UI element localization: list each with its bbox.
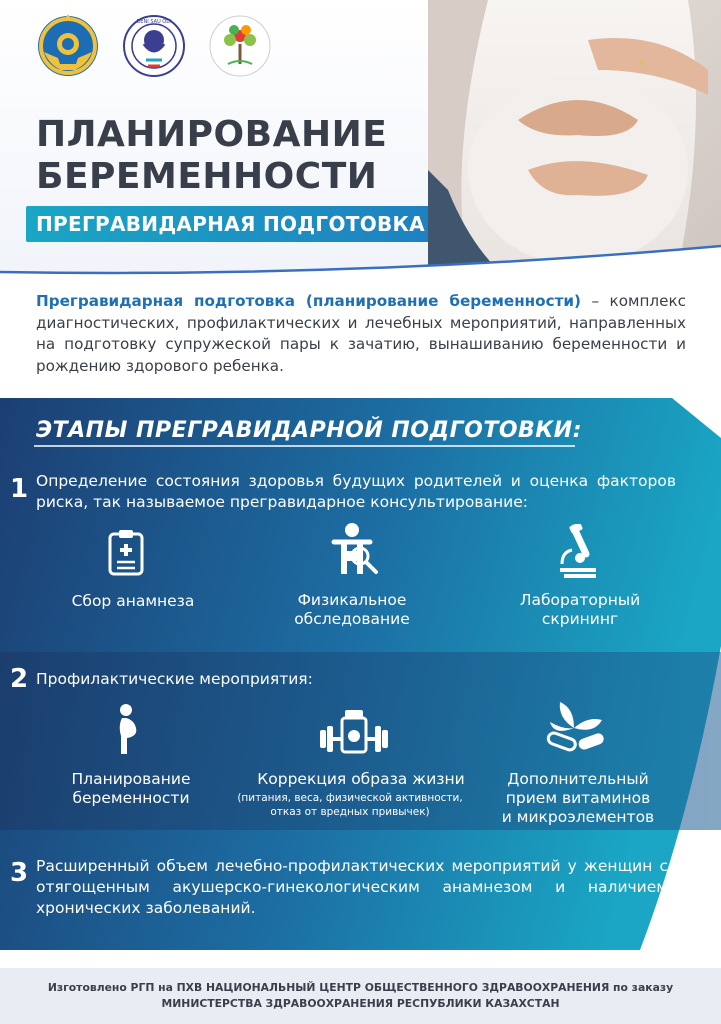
item-lab-screening-label-1: Лабораторный: [519, 591, 641, 609]
title-line-2: БЕРЕМЕННОСТИ: [36, 156, 378, 197]
svg-text:DENI SAU OLY: DENI SAU OLY: [136, 19, 172, 25]
item-vitamins-label-2: прием витаминов: [505, 789, 651, 807]
title-line-1: ПЛАНИРОВАНИЕ: [36, 114, 388, 155]
intro-paragraph: [36, 291, 686, 377]
kazakhstan-emblem-logo: [36, 14, 100, 78]
logo-row: [36, 14, 272, 78]
subtitle-text: ПРЕГРАВИДАРНАЯ ПОДГОТОВКА: [36, 212, 425, 236]
item-anamnesis-label: Сбор анамнеза: [71, 592, 195, 610]
item-vitamins-label-3: и микроэлементов: [501, 808, 655, 826]
microscope-icon: [556, 524, 600, 578]
fitness-food-icon: [318, 708, 390, 756]
footer: [0, 968, 721, 1024]
footer-line-1: Изготовлено РГП на ПХВ НАЦИОНАЛЬНЫЙ ЦЕНТР ОБЩЕСТВЕННОГО ЗДРАВООХРАНЕНИЯ по заказу: [47, 981, 674, 994]
item-physical-exam-label-1: Физикальное: [297, 591, 407, 609]
item-lifestyle-label-1: Коррекция образа жизни: [257, 770, 465, 788]
item-lifestyle-label-2: (питания, веса, физической активности,: [237, 792, 463, 804]
clipboard-medical-icon: [108, 528, 144, 576]
item-lifestyle-label-3: отказ от вредных привычек): [270, 806, 430, 818]
item-physical-exam-label-2: обследование: [294, 610, 410, 628]
vitamins-icon: [544, 700, 606, 756]
deni-sau-oly-logo: [122, 14, 186, 78]
page-title: [36, 114, 387, 198]
pregnant-woman-icon: [116, 704, 142, 756]
step-1-text: Определение состояния здоровья будущих родителей и оценка факторов риска, так называемое прегравидарное консультирование:: [36, 472, 676, 511]
step-2-text: Профилактические мероприятия:: [36, 670, 313, 688]
step-1-number: 1: [10, 474, 29, 504]
step-3-number: 3: [10, 858, 29, 888]
stages-title: ЭТАПЫ ПРЕГРАВИДАРНОЙ ПОДГОТОВКИ:: [36, 418, 582, 443]
item-planning-label-1: Планирование: [71, 770, 191, 788]
header-wave: [0, 238, 721, 278]
step-2-number: 2: [10, 664, 29, 694]
item-vitamins-label-1: Дополнительный: [507, 770, 649, 788]
header: [0, 0, 721, 272]
footer-line-2: МИНИСТЕРСТВА ЗДРАВООХРАНЕНИЯ РЕСПУБЛИКИ КАЗАХСТАН: [161, 997, 560, 1010]
item-lab-screening-label-2: скрининг: [541, 610, 619, 628]
healthy-lifestyle-center-logo: [208, 14, 272, 78]
intro-text: – комплекс диагностических, профилактических и лечебных мероприятий, направленных на подготовку супружеской пары к зачатию, вынашиванию беременности и рождению здорового ребенка.: [36, 292, 686, 375]
intro-highlight: Прегравидарная подготовка (планирование беременности): [36, 292, 581, 310]
physical-exam-icon: [330, 522, 380, 578]
step-3-text: Расширенный объем лечебно-профилактических мероприятий у женщин с отягощенным акушерско-гинекологическим анамнезом и наличием хронических заболеваний.: [36, 857, 668, 917]
item-planning-label-2: беременности: [72, 789, 190, 807]
couple-pregnancy-photo: [428, 0, 721, 270]
subtitle-banner: [26, 206, 456, 242]
